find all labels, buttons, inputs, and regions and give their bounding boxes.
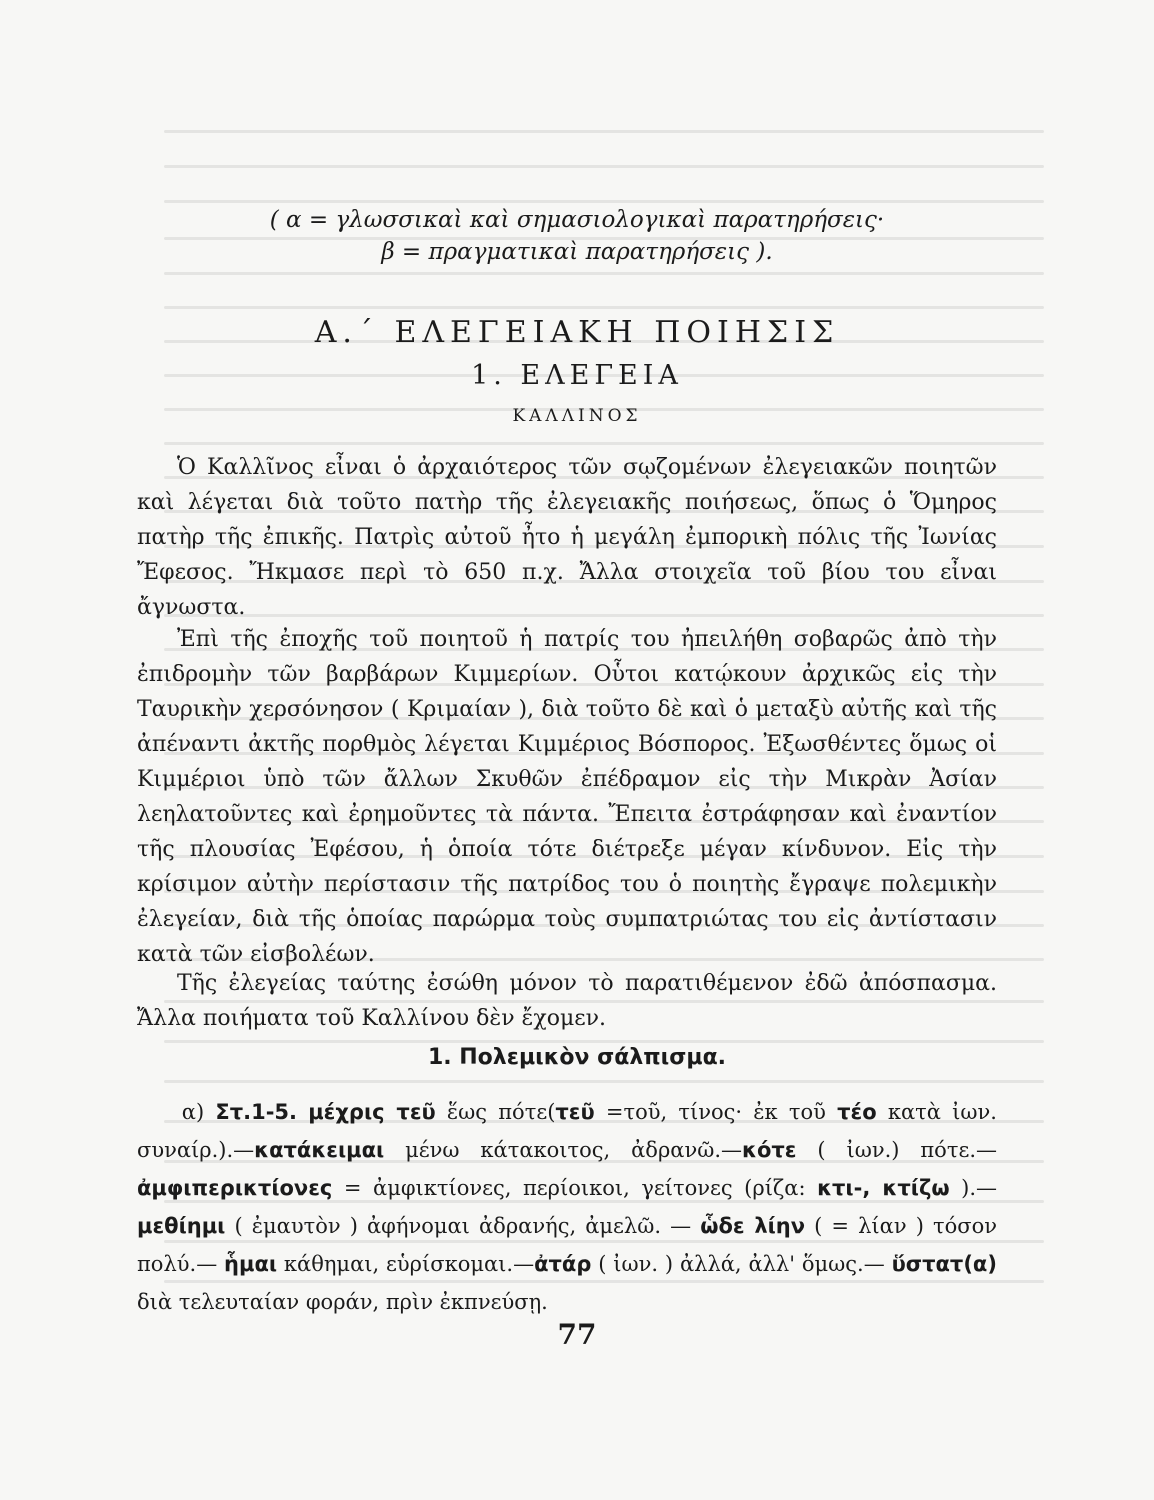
lemma: κτι-, κτίζω <box>817 1176 950 1200</box>
intro-paragraph-1: Ὁ Καλλῖνος εἶναι ὁ ἀρχαιότερος τῶν σῳζομένων ἐλεγειακῶν ποιητῶν καὶ λέγεται διὰ τοῦτο πατὴρ τῆς ἐλεγειακῆς ποιήσεως, ὅπως ὁ Ὅμηρος πατὴρ τῆς ἐπικῆς. Πατρὶς αὐτοῦ ἦτο ἡ μεγάλη ἐμπορικὴ πόλις τῆς Ἰωνίας Ἔφεσος. Ἤκμασε περὶ τὸ 650 π.χ. Ἄλλα στοιχεῖα τοῦ βίου του εἶναι ἄγνωστα. <box>137 455 997 620</box>
gloss: μένω κάτακοιτος, ἀδρανῶ.— <box>405 1138 743 1162</box>
gloss: ( = λίαν ) τόσον πολύ.— <box>137 1214 997 1276</box>
gloss: ( ἰων.) πότε.— <box>817 1138 997 1162</box>
verse-reference: Στ.1-5. <box>215 1100 298 1124</box>
gloss: κάθημαι, εὑρίσκομαι.— <box>283 1252 535 1276</box>
chapter-title: 1. ΕΛΕΓΕΙΑ <box>471 360 683 391</box>
lemma: κατάκειμαι <box>254 1138 385 1162</box>
gloss: ).— <box>961 1176 997 1200</box>
editorial-note <box>0 204 1154 268</box>
part-title: Α.΄ ΕΛΕΓΕΙΑΚΗ ΠΟΙΗΣΙΣ <box>314 315 840 350</box>
lemma: ἀτάρ <box>534 1252 592 1276</box>
poet-name: ΚΑΛΛΙΝΟΣ <box>512 406 642 426</box>
gloss: ( ἐμαυτὸν ) ἀφήνομαι ἀδρανής, ἀμελῶ. — <box>234 1214 692 1238</box>
note-line-1: ( α = γλωσσικαὶ καὶ σημασιολογικαὶ παρατηρήσεις· <box>269 207 885 233</box>
lemma: ὕστατ(α) <box>891 1252 997 1276</box>
note-line-2: β = πραγματικαὶ παρατηρήσεις ). <box>381 239 773 265</box>
poem-title: 1. Πολεμικὸν σάλπισμα. <box>427 1045 727 1070</box>
page-number: 77 <box>557 1318 597 1351</box>
gloss: ἕως πότε( <box>446 1100 556 1124</box>
lemma: μέχρις τεῦ <box>308 1100 436 1124</box>
intro-paragraph-2: Ἐπὶ τῆς ἐποχῆς τοῦ ποιητοῦ ἡ πατρίς του ἠπειλήθη σοβαρῶς ἀπὸ τὴν ἐπιδρομὴν τῶν βαρβάρων Κιμμερίων. Οὗτοι κατῴκουν ἀρχικῶς εἰς τὴν Ταυρικὴν χερσόνησον ( Κριμαίαν ), διὰ τοῦτο δὲ καὶ ὁ μεταξὺ αὐτῆς καὶ τῆς ἀπέναντι ἀκτῆς πορθμὸς λέγεται Κιμμέριος Βόσπορος. Ἐξωσθέντες ὅμως οἱ Κιμμέριοι ὑπὸ τῶν ἄλλων Σκυθῶν ἐπέδραμον εἰς τὴν Μικρὰν Ἀσίαν λεηλατοῦντες καὶ ἐρημοῦντες τὰ πάντα. Ἔπειτα ἐστράφησαν καὶ ἐναντίον τῆς πλουσίας Ἐφέσου, ἡ ὁποία τότε διέτρεξε μέγαν κίνδυνον. Εἰς τὴν κρίσιμον αὐτὴν περίστασιν τῆς πατρίδος του ὁ ποιητὴς ἔγραψε πολεμικὴν ἐλεγείαν, διὰ τῆς ὁποίας παρώρμα τοὺς συμπατριώτας του εἰς ἀντίστασιν κατὰ τῶν εἰσβολέων. <box>137 627 997 967</box>
commentary-notes <box>137 1093 997 1321</box>
note-label: α) <box>181 1100 205 1124</box>
lemma: ἀμφιπερικτίονες <box>137 1176 333 1200</box>
gloss: =τοῦ, τίνος· ἐκ τοῦ <box>605 1100 826 1124</box>
lemma: μεθίημι <box>137 1214 226 1238</box>
lemma: κότε <box>742 1138 797 1162</box>
lemma: τέο <box>837 1100 877 1124</box>
gloss: ( ἰων. ) ἀλλά, ἀλλ' ὅμως.— <box>598 1252 885 1276</box>
gloss: = ἀμφικτίονες, περίοικοι, γείτονες (ρίζα: <box>343 1176 806 1200</box>
lemma: τεῦ <box>555 1100 595 1124</box>
gloss: κατὰ ἰων. συναίρ.).— <box>137 1100 997 1162</box>
lemma: ὧδε λίην <box>700 1214 806 1238</box>
intro-paragraph-3: Τῆς ἐλεγείας ταύτης ἐσώθη μόνον τὸ παρατιθέμενον ἐδῶ ἀπόσπασμα. Ἄλλα ποιήματα τοῦ Καλλίνου δὲν ἔχομεν. <box>137 971 997 1031</box>
lemma: ἧμαι <box>224 1252 278 1276</box>
gloss: διὰ τελευταίαν φοράν, πρὶν ἐκπνεύσῃ. <box>137 1290 548 1314</box>
